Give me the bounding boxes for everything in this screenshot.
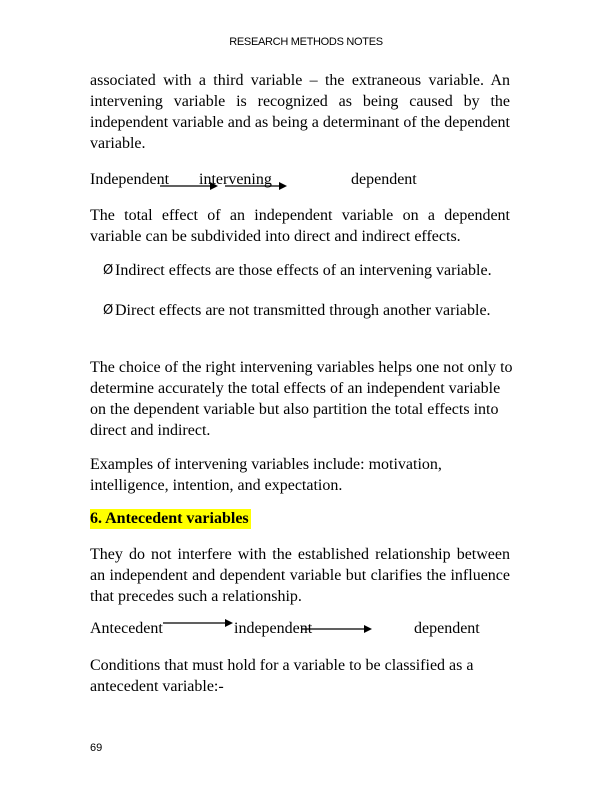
paragraph-examples: Examples of intervening variables include: motivation, intelligence, intention, and expectation. [90,456,442,494]
bullet-text: Indirect effects are those effects of an intervening variable. [115,262,492,279]
page-number: 69 [90,742,103,754]
paragraph-intro: associated with a third variable – the extraneous variable. An intervening variable is recognized as being caused by the independent variable and as being a determinant of the dependent variable. [90,72,510,152]
paragraph-antecedent-description: They do not interfere with the established relationship between an independent and dependent variable but clarifies the influence that precedes such a relationship. [90,546,510,605]
paragraph-conditions: Conditions that must hold for a variable to be classified as a antecedent variable:- [90,657,474,695]
arrow-bullet-icon: Ø [103,263,114,278]
bullet-item-direct [103,301,523,321]
paragraph-choice: The choice of the right intervening variables helps one not only to determine accurately the total effects of an independent variable on the dependent variable but also partition the total effects into direct and indirect. [90,359,513,439]
diagram2-arrow-2 [302,623,372,635]
diagram2-arrow-1 [163,617,233,629]
diagram2-label-dependent: dependent [414,620,480,637]
diagram2-label-independent: independent [234,620,313,637]
diagram1-label-independent: Independent [90,171,170,188]
bullet-text: Direct effects are not transmitted through another variable. [115,302,491,319]
diagram1-label-intervening: intervening [199,171,272,188]
diagram2-label-antecedent: Antecedent [90,620,163,637]
diagram1-arrow-2 [225,180,287,192]
bullet-item-indirect [103,261,523,281]
arrow-bullet-icon: Ø [103,303,114,318]
paragraph-total-effect: The total effect of an independent variable on a dependent variable can be subdivided into direct and indirect effects. [90,207,510,245]
diagram1-label-dependent: dependent [351,171,417,188]
section-heading: 6. Antecedent variables [90,510,249,527]
page-header: RESEARCH METHODS NOTES [229,36,383,48]
